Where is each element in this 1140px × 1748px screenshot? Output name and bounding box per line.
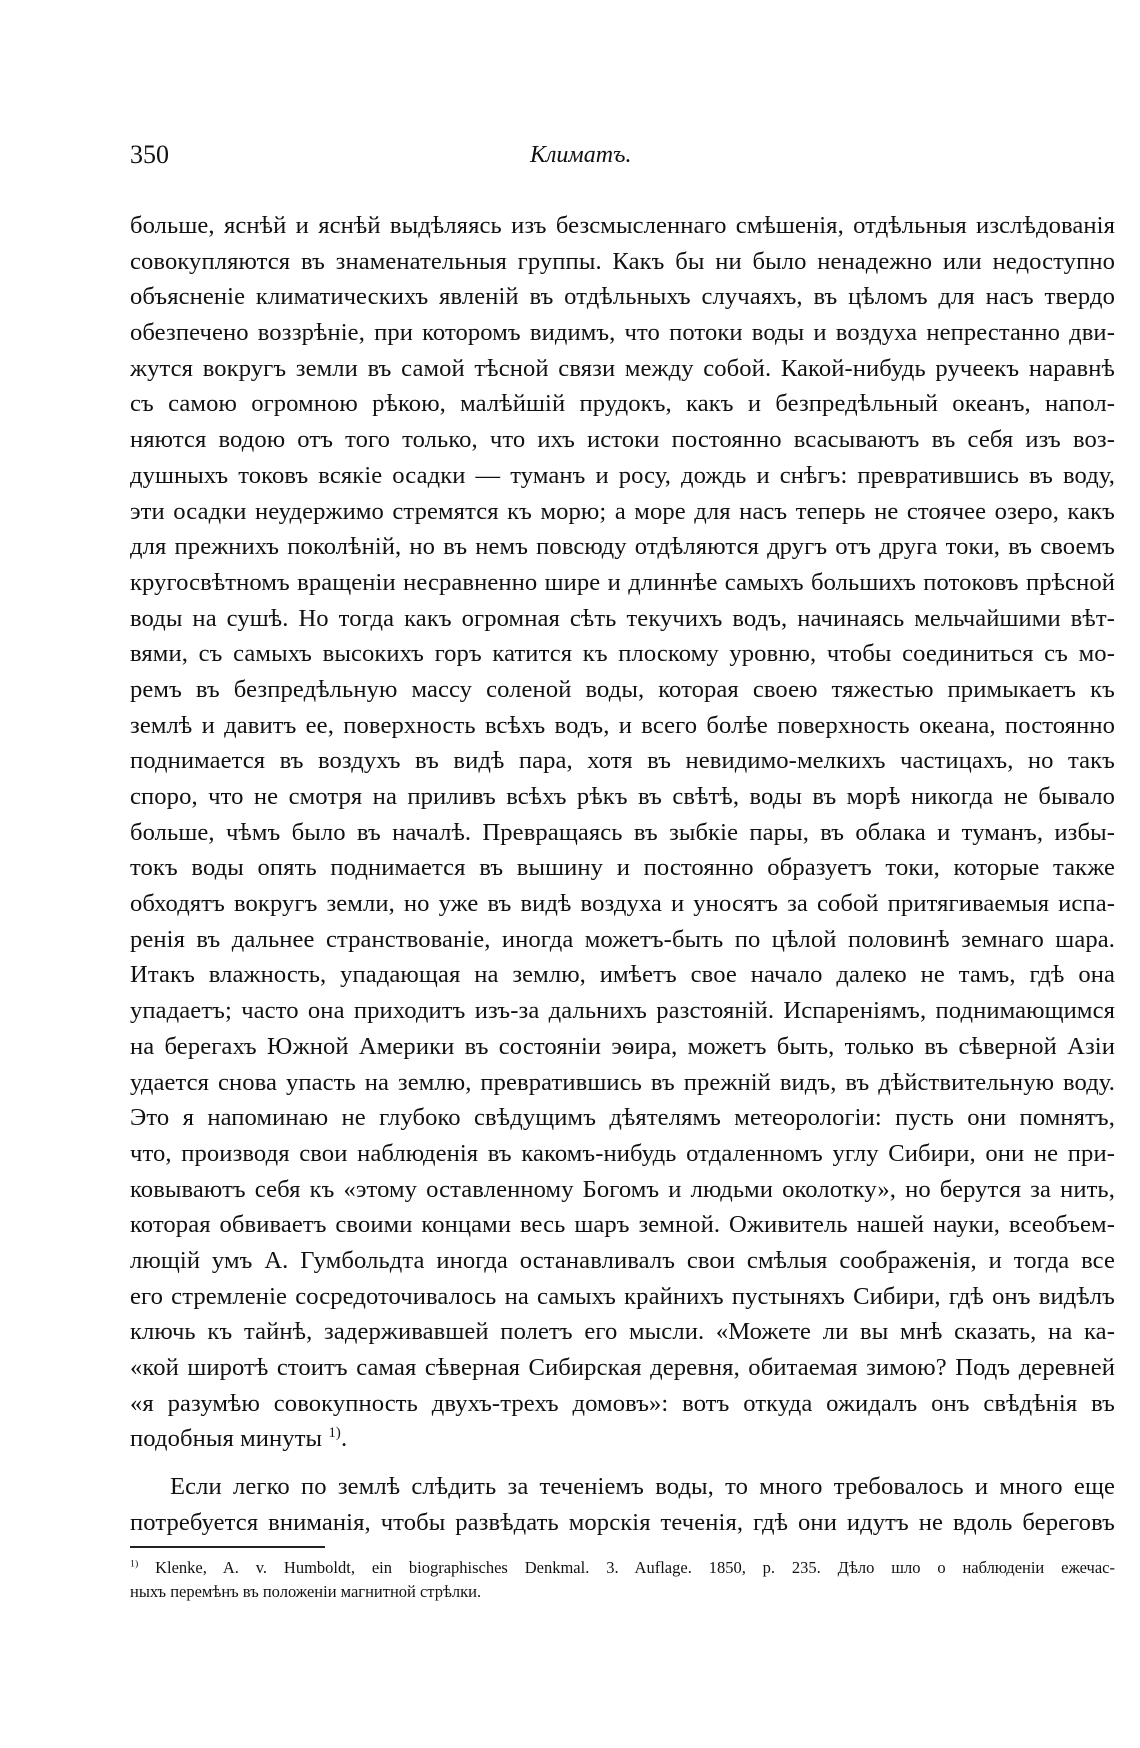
footnote-divider <box>130 1546 325 1548</box>
book-page <box>130 140 1115 1604</box>
text-line: ключь къ тайнѣ, задерживавшей полетъ его мысли. «Можете ли вы мнѣ сказать, на ка- <box>130 1318 1115 1346</box>
text-line: упадаетъ; часто она приходитъ изъ-за дальнихъ разстояній. Испареніямъ, поднимающимся <box>130 997 1115 1025</box>
text-line: на берегахъ Южной Америки въ состояніи эѳира, можетъ быть, только въ сѣверной Азіи <box>130 1032 1115 1060</box>
page-header <box>130 140 1115 180</box>
paragraph-1 <box>130 208 1115 1457</box>
page-number: 350 <box>130 140 169 169</box>
text-line: Итакъ влажность, упадающая на землю, имѣетъ свое начало далеко не тамъ, гдѣ она <box>130 961 1115 989</box>
text-line: его стремленіе сосредоточивалось на самыхъ крайнихъ пустыняхъ Сибири, гдѣ онъ видѣлъ <box>130 1282 1115 1310</box>
last-line-text: подобныя минуты <box>130 1425 323 1453</box>
text-line: споро, что не смотря на приливъ всѣхъ рѣкъ въ свѣтѣ, воды въ морѣ никогда не бывало <box>130 783 1115 810</box>
text-line: объясненіе климатическихъ явленій въ отдѣльныхъ случаяхъ, въ цѣломъ для насъ твердо <box>130 283 1115 311</box>
paragraph-2 <box>130 1469 1115 1540</box>
text-line: поднимается въ воздухъ въ видѣ пара, хотя въ невидимо-мелкихъ частицахъ, но такъ <box>130 747 1115 775</box>
last-line-tail: . <box>340 1425 348 1453</box>
text-line: ковываютъ себя къ «этому оставленному Богомъ и людьми околотку», но берутся за нить, <box>130 1175 1115 1203</box>
text-line: что, производя свои наблюденія въ какомъ-нибудь отдаленномъ углу Сибири, они не при- <box>130 1139 1115 1167</box>
text-line: кругосвѣтномъ вращеніи несравненно шире и длиннѣе самыхъ большихъ потоковъ прѣсной <box>130 568 1115 596</box>
text-line: обезпечено воззрѣніе, при которомъ видимъ, что потоки воды и воздуха непрестанно дви- <box>130 319 1115 347</box>
text-line: токъ воды опять поднимается въ вышину и постоянно образуетъ токи, которые также <box>130 854 1115 882</box>
text-line: «я разумѣю совокупность двухъ-трехъ домовъ»: вотъ откуда ожидалъ онъ свѣдѣнія въ <box>130 1389 1115 1417</box>
text-line: лющій умъ А. Гумбольдта иногда останавливалъ свои смѣлыя соображенія, и тогда все <box>130 1246 1115 1274</box>
text-line: удается снова упасть на землю, превратившись въ прежній видъ, въ дѣйствительную воду. <box>130 1068 1115 1096</box>
text-line: воды на сушѣ. Но тогда какъ огромная сѣть текучихъ водъ, начинаясь мельчайшими вѣт- <box>130 604 1115 632</box>
main-text <box>130 208 1115 1540</box>
text-line: которая обвиваетъ своими концами весь шаръ земной. Оживитель нашей науки, всеобъем- <box>130 1211 1115 1239</box>
text-line: ремъ въ безпредѣльную массу соленой воды, которая своею тяжестью примыкаетъ къ <box>130 675 1115 703</box>
text-line: эти осадки неудержимо стремятся къ морю; а море для насъ теперь не стоячее озеро, какъ <box>130 497 1115 525</box>
text-line: няются водою отъ того только, что ихъ истоки постоянно всасываютъ въ себя изъ воз- <box>130 426 1115 454</box>
text-line: Это я напоминаю не глубоко свѣдущимъ дѣятелямъ метеорологіи: пусть они помнятъ, <box>130 1104 1115 1132</box>
text-line: Если легко по землѣ слѣдить за теченіемъ воды, то много требовалось и много еще <box>170 1473 1115 1501</box>
footnote-marker: 1) <box>130 1558 139 1570</box>
footnote-reference[interactable]: 1) <box>328 1425 341 1442</box>
text-line-last <box>130 1421 1115 1457</box>
text-line: для прежнихъ поколѣній, но въ немъ повсюду отдѣляются другъ отъ друга токи, въ своемъ <box>130 533 1115 561</box>
text-line: совокупляются въ знаменательныя группы. Какъ бы ни было ненадежно или недоступно <box>130 247 1115 275</box>
text-line: ренія въ дальнее странствованіе, иногда можетъ-быть по цѣлой половинѣ земнаго шара. <box>130 925 1115 953</box>
footnote-line <box>130 1580 1115 1604</box>
text-line: больше, яснѣй и яснѣй выдѣляясь изъ безсмысленнаго смѣшенія, отдѣльныя изслѣдованія <box>130 212 1115 239</box>
footnote-line <box>130 1556 1115 1580</box>
text-line: жутся вокругъ земли въ самой тѣсной связи между собой. Какой-нибудь ручеекъ наравнѣ <box>130 354 1115 382</box>
text-line: землѣ и давитъ ее, поверхность всѣхъ водъ, и всего болѣе поверхность океана, постоянно <box>130 711 1115 739</box>
text-line: потребуется вниманія, чтобы развѣдать морскія теченія, гдѣ они идутъ не вдоль береговъ <box>130 1508 1115 1536</box>
running-head: Климатъ. <box>530 142 632 168</box>
footnote <box>130 1556 1115 1604</box>
text-line: больше, чѣмъ было въ началѣ. Превращаясь въ зыбкіе пары, въ облака и туманъ, избы- <box>130 818 1115 846</box>
text-line: «кой широтѣ стоитъ самая сѣверная Сибирская деревня, обитаемая зимою? Подъ деревней <box>130 1354 1115 1381</box>
text-line: обходятъ вокругъ земли, но уже въ видѣ воздуха и уносятъ за собой притягиваемыя испа- <box>130 890 1115 918</box>
text-line: душныхъ токовъ всякіе осадки — туманъ и росу, дождь и снѣгъ: превратившись въ воду, <box>130 461 1115 489</box>
text-line: съ самою огромною рѣкою, малѣйшій прудокъ, какъ и безпредѣльный океанъ, напол- <box>130 390 1115 418</box>
footnote-text-1: Klenke, A. v. Humboldt, ein biographisches Denkmal. 3. Auflage. 1850, p. 235. Дѣло шло о наблюденіи ежечас- <box>155 1558 1115 1578</box>
text-line: вями, съ самыхъ высокихъ горъ катится къ плоскому уровню, чтобы соединиться съ мо- <box>130 640 1115 668</box>
footnote-text-2: ныхъ перемѣнъ въ положеніи магнитной стрѣлки. <box>130 1582 482 1602</box>
